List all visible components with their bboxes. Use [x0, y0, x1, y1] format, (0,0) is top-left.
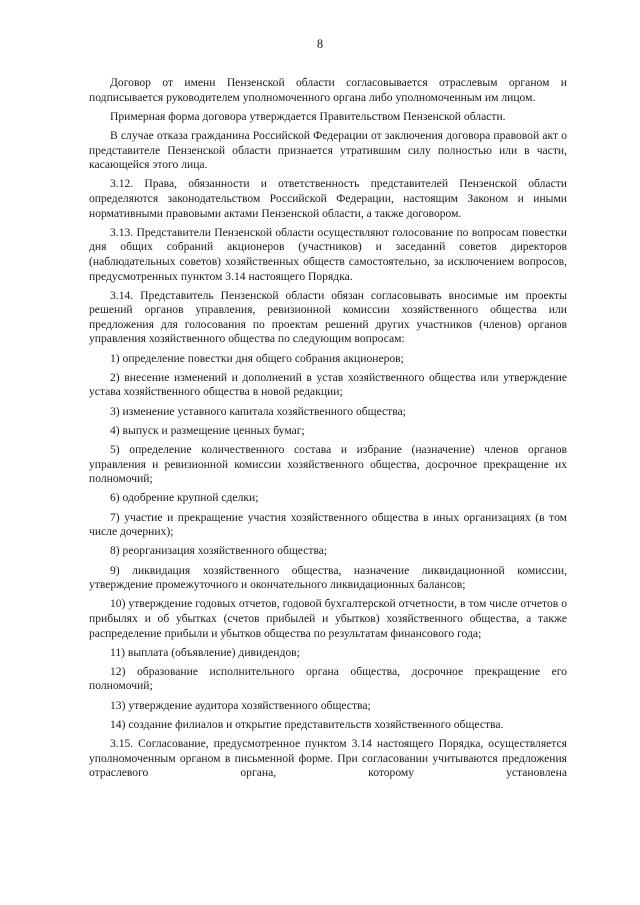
page-number: 8 [316, 37, 324, 51]
document-body [89, 76, 567, 781]
list-item-6: 6) одобрение крупной сделки; [110, 491, 259, 505]
paragraph-3-12: 3.12. Права, обязанности и ответственность представителей Пензенской области определяются законодательством Российской Федерации, настоящим Законом и иными нормативными правовыми актами Пензенской области, а также договором. [89, 177, 567, 220]
paragraph-3-14: 3.14. Представитель Пензенской области обязан согласовывать вносимые им проекты решений органов управления, ревизионной комиссии хозяйственного общества или предложения для голосования по проектам решений других участников (членов) органов управления хозяйственного общества по следующим вопросам: [89, 288, 567, 346]
list-item-9: 9) ликвидация хозяйственного общества, назначение ликвидационной комиссии, утверждение промежуточного и окончательного ликвидационных балансов; [89, 563, 567, 592]
list-item-4: 4) выпуск и размещение ценных бумаг; [110, 423, 305, 437]
list-item-14: 14) создание филиалов и открытие представительств хозяйственного общества. [110, 717, 504, 731]
list-item-12: 12) образование исполнительного органа общества, досрочное прекращение его полномочий; [89, 664, 567, 693]
list-item-8: 8) реорганизация хозяйственного общества; [110, 544, 328, 558]
list-item-11: 11) выплата (объявление) дивидендов; [110, 645, 300, 659]
paragraph-3-15: 3.15. Согласование, предусмотренное пунктом 3.14 настоящего Порядка, осуществляется уполномоченным органом в письменной форме. При согласовании учитываются предложения отраслевого органа, которому установлена [89, 737, 567, 780]
list-item-10: 10) утверждение годовых отчетов, годовой бухгалтерской отчетности, в том числе отчетов о прибылях и об убытках (счетов прибылей и убытков) хозяйственного общества, а также распределение прибыли и убытков общества по результатам финансового года; [89, 597, 567, 640]
paragraph-3-13: 3.13. Представители Пензенской области осуществляют голосование по вопросам повестки дня общих собраний акционеров (участников) и заседаний советов директоров (наблюдательных советов) хозяйственных обществ самостоятельно, за исключением вопросов, предусмотренных пунктом 3.14 настоящего Порядка. [89, 225, 567, 283]
paragraph-contract-signing: Договор от имени Пензенской области согласовывается отраслевым органом и подписывается руководителем уполномоченного органа либо уполномоченным им лицом. [89, 76, 567, 104]
list-item-7: 7) участие и прекращение участия хозяйственного общества в иных организациях (в том числе дочерних); [89, 510, 567, 539]
list-item-1: 1) определение повестки дня общего собрания акционеров; [110, 351, 404, 365]
paragraph-refusal: В случае отказа гражданина Российской Федерации от заключения договора правовой акт о представителе Пензенской области признается утратившим силу полностью или в части, касающейся этого лица. [89, 128, 567, 172]
list-item-5: 5) определение количественного состава и избрание (назначение) членов органов управления и ревизионной комиссии хозяйственного общества, досрочное прекращение их полномочий; [89, 443, 567, 486]
paragraph-contract-form: Примерная форма договора утверждается Правительством Пензенской области. [110, 109, 506, 123]
list-item-2: 2) внесение изменений и дополнений в устав хозяйственного общества или утверждение устава хозяйственного общества в новой редакции; [89, 370, 567, 399]
list-item-13: 13) утверждение аудитора хозяйственного общества; [110, 698, 371, 712]
list-item-3: 3) изменение уставного капитала хозяйственного общества; [110, 404, 406, 418]
